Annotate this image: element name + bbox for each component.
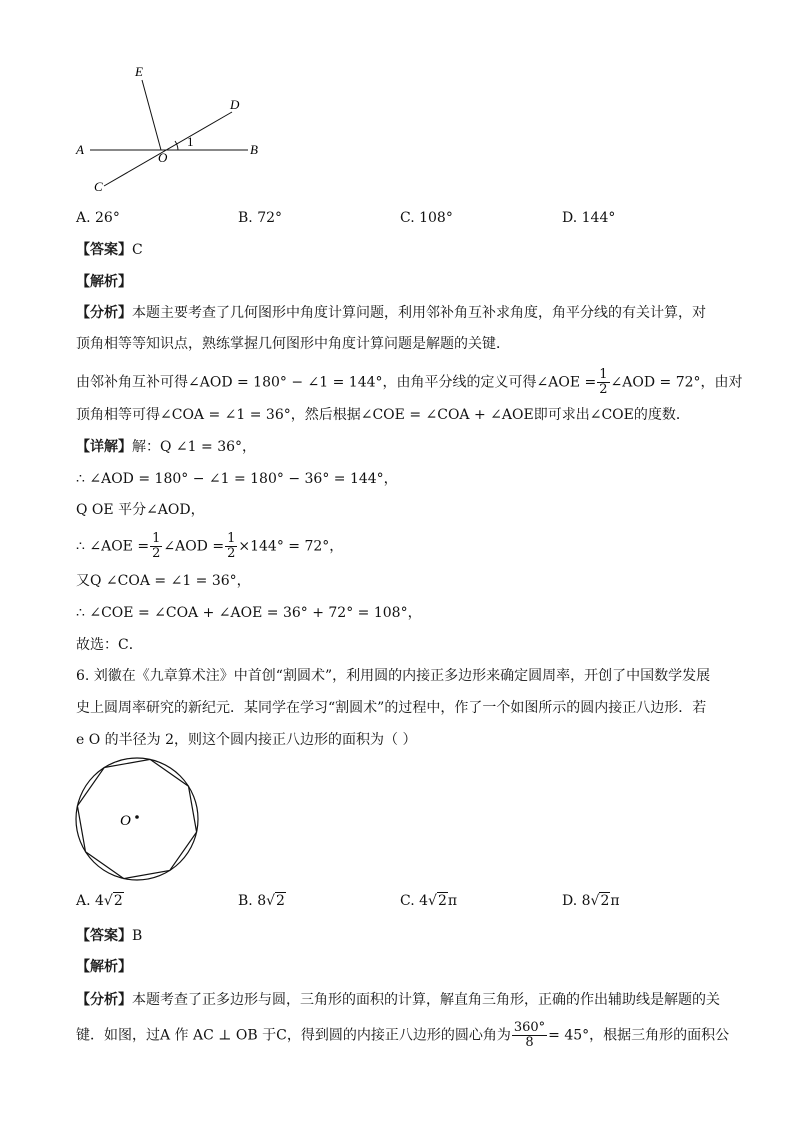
- octagon-diagram: [72, 756, 204, 884]
- q6-opt-d-radicand: 2: [600, 893, 610, 909]
- angle-diagram-svg: [70, 58, 270, 198]
- circle: [76, 758, 198, 880]
- q6-opt-b-radicand: 2: [276, 893, 285, 909]
- q6-opt-d-text: D. 8: [562, 893, 591, 909]
- fraction-half: $\frac{1}{2}$: [599, 367, 608, 397]
- label-o: O: [158, 150, 168, 165]
- q6-jiexi: [76, 957, 132, 977]
- q5-analysis-line-4: 顶角相等可得∠COA = ∠1 = 36°，然后根据∠COE = ∠COA + ∠AOE即可求出∠COE的度数．: [76, 407, 690, 423]
- q5-jiexi: [76, 272, 132, 292]
- q6-jiexi-tag: 【解析】: [76, 959, 132, 975]
- center-point: [135, 815, 139, 819]
- q6-fenxi-2b: = 45°，根据三角形的面积公: [548, 1027, 730, 1044]
- q5-detail-line-3: Q OE 平分∠AOD，: [76, 502, 205, 518]
- q5-detail-line-2: ∴ ∠AOD = 180° − ∠1 = 180° − 36° = 144°，: [76, 471, 398, 487]
- detail-tag: 【详解】: [76, 439, 132, 455]
- fenxi-text-1: 本题主要考查了几何图形中角度计算问题，利用邻补角互补求角度，角平分线的有关计算，对: [132, 305, 706, 321]
- q6-opt-a-text: A. 4: [76, 893, 104, 909]
- q5-option-b: B. 72°: [238, 210, 283, 226]
- detail-4b: ∠AOD =: [163, 538, 225, 555]
- q6-fenxi-2a: 键．如图，过A 作 AC ⊥ OB 于C，得到圆的内接正八边形的圆心角为: [76, 1027, 511, 1044]
- q6-opt-d-pi: π: [610, 893, 620, 909]
- q6-option-d: D. 8√2π: [562, 893, 620, 909]
- q6-stem-line-2: 史上圆周率研究的新纪元．某同学在学习“割圆术”的过程中，作了一个如图所示的圆内接正八边形．若: [76, 700, 707, 716]
- line-cd: [104, 112, 232, 186]
- q5-detail-line-5: 又Q ∠COA = ∠1 = 36°，: [76, 573, 251, 589]
- angle-diagram: [70, 58, 270, 198]
- q5-detail-line-7: 故选：C．: [76, 637, 143, 653]
- q6-fenxi-text-1: 本题考查了正多边形与圆，三角形的面积的计算，解直角三角形，正确的作出辅助线是解题的关: [132, 992, 720, 1008]
- q6-stem-line-3: e O 的半径为 2，则这个圆内接正八边形的面积为（ ）: [76, 732, 417, 748]
- center-label-o: O: [120, 813, 131, 829]
- q6-fenxi-line-2: [76, 1021, 729, 1050]
- octagon-diagram-svg: [72, 756, 204, 884]
- q5-option-c: C. 108°: [400, 210, 453, 226]
- regular-octagon: [72, 756, 202, 884]
- q5-detail-line-6: ∴ ∠COE = ∠COA + ∠AOE = 36° + 72° = 108°，: [76, 605, 422, 621]
- q6-option-a: A. 4√2: [76, 893, 123, 909]
- q6-fenxi-line-1: [76, 990, 720, 1010]
- q6-fenxi-tag: 【分析】: [76, 992, 132, 1008]
- fraction-360-over-8: $\frac{360^\circ}{8}$: [513, 1020, 546, 1050]
- label-c: C: [94, 179, 103, 194]
- q6-opt-b-text: B. 8: [238, 893, 267, 909]
- q6-opt-c-pi: π: [447, 893, 458, 909]
- q6-opt-c-text: C. 4: [400, 893, 429, 909]
- q6-answer-value: B: [132, 928, 143, 944]
- q5-option-a: A. 26°: [76, 210, 120, 226]
- label-b: B: [250, 142, 258, 157]
- q5-detail-line-4: [76, 532, 343, 561]
- ray-oe: [142, 80, 161, 150]
- q6-answer: [76, 926, 142, 946]
- q6-opt-a-radicand: 2: [113, 893, 123, 909]
- answer-tag: 【答案】: [76, 242, 132, 258]
- label-d: D: [230, 97, 240, 112]
- q5-detail-line-1: [76, 437, 256, 457]
- detail-4a: ∴ ∠AOE =: [76, 538, 150, 555]
- q5-analysis-line-3: [76, 368, 743, 397]
- label-1: 1: [187, 134, 194, 149]
- label-e: E: [135, 64, 143, 79]
- jiexi-tag: 【解析】: [76, 274, 132, 290]
- answer-value: C: [132, 242, 143, 258]
- analysis-3b: ∠AOD = 72°，由对: [610, 374, 743, 391]
- q5-option-d: D. 144°: [562, 210, 616, 226]
- label-a: A: [76, 142, 84, 157]
- angle-1-arc: [175, 141, 178, 150]
- q6-opt-c-radicand: 2: [437, 893, 447, 909]
- detail-4c: ×144° = 72°，: [238, 538, 344, 555]
- analysis-3a: 由邻补角互补可得∠AOD = 180° − ∠1 = 144°，由角平分线的定义可得∠AOE =: [76, 374, 597, 391]
- fraction-half-2: $\frac{1}{2}$: [227, 531, 236, 561]
- fraction-half-1: $\frac{1}{2}$: [152, 531, 161, 561]
- q5-fenxi-line-2: 顶角相等等知识点，熟练掌握几何图形中角度计算问题是解题的关键．: [76, 336, 510, 352]
- q6-stem-line-1: 6. 刘徽在《九章算术注》中首创“割圆术”，利用圆的内接正多边形来确定圆周率，开创了中国数学发展: [76, 668, 711, 684]
- detail-1: 解：Q ∠1 = 36°，: [132, 439, 257, 455]
- q6-option-c: C. 4√2π: [400, 893, 458, 909]
- q6-option-b: B. 8√2: [238, 893, 285, 909]
- q5-answer: [76, 240, 143, 260]
- q6-answer-tag: 【答案】: [76, 928, 132, 944]
- q5-fenxi-line-1: [76, 303, 706, 323]
- fenxi-tag: 【分析】: [76, 305, 132, 321]
